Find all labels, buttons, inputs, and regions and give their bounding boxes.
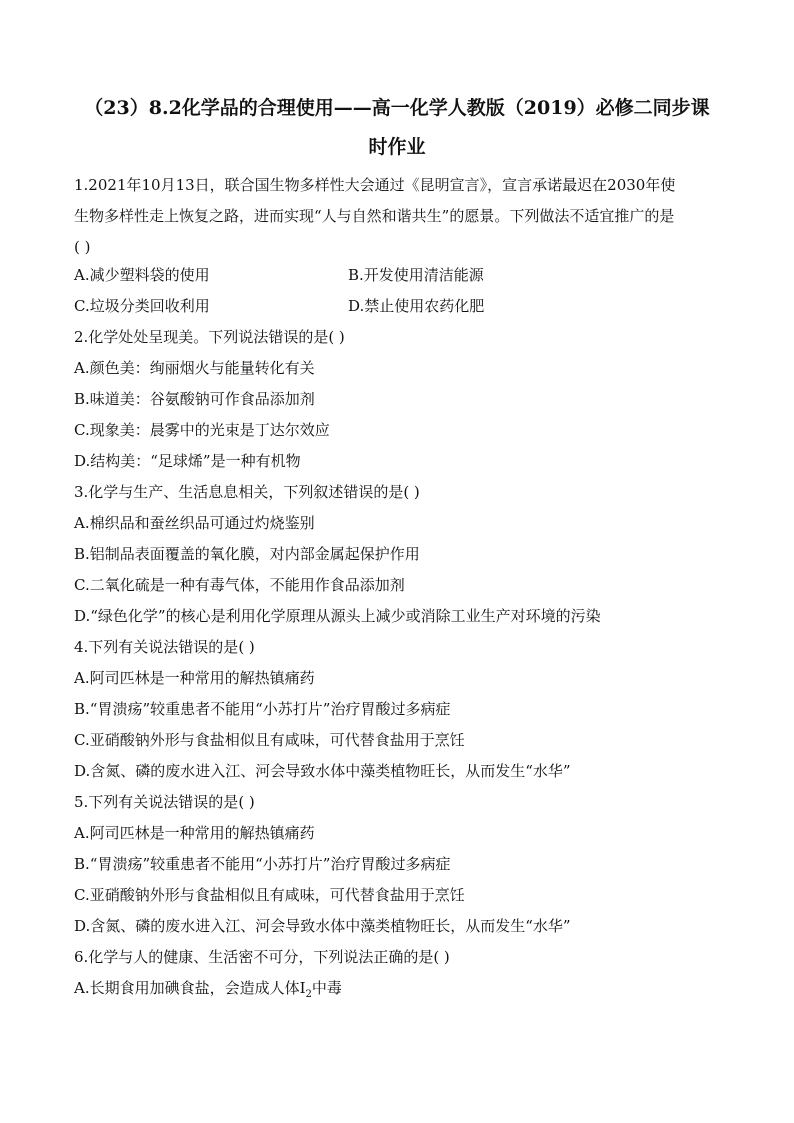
q5-option-b: B.“胃溃疡”较重患者不能用“小苏打片”治疗胃酸过多病症 (74, 855, 451, 873)
q3-option-b: B.铝制品表面覆盖的氧化膜，对内部金属起保护作用 (74, 545, 420, 563)
q1-option-c: C.垃圾分类回收利用 (74, 297, 210, 315)
doc-title-line2: 时作业 (368, 136, 426, 158)
q4-option-a: A.阿司匹林是一种常用的解热镇痛药 (74, 669, 315, 687)
q5-option-c: C.亚硝酸钠外形与食盐相似且有咸味，可代替食盐用于烹饪 (74, 886, 465, 904)
q4-option-b: B.“胃溃疡”较重患者不能用“小苏打片”治疗胃酸过多病症 (74, 700, 451, 718)
q5-option-a: A.阿司匹林是一种常用的解热镇痛药 (74, 824, 315, 842)
q3-option-d: D.“绿色化学”的核心是利用化学原理从源头上减少或消除工业生产对环境的污染 (74, 607, 601, 625)
q1-option-d: D.禁止使用农药化肥 (348, 297, 485, 315)
q3-option-c: C.二氧化硫是一种有毒气体，不能用作食品添加剂 (74, 576, 405, 594)
q1-option-a: A.减少塑料袋的使用 (74, 266, 210, 284)
q6-option-a (74, 979, 342, 1004)
q2-option-a: A.颜色美：绚丽烟火与能量转化有关 (74, 359, 315, 377)
q1-option-b: B.开发使用清洁能源 (348, 266, 484, 284)
q5-option-d: D.含氮、磷的废水进入江、河会导致水体中藻类植物旺长，从而发生“水华” (74, 917, 571, 935)
q1-stem-line2: 生物多样性走上恢复之路，进而实现“人与自然和谐共生”的愿景。下列做法不适宜推广的是 (74, 207, 675, 225)
q2-option-d: D.结构美：“足球烯”是一种有机物 (74, 452, 301, 470)
q6-option-a-subscript: 2 (305, 989, 312, 1000)
q1-stem-line3: ( ) (74, 238, 91, 256)
q3-option-a: A.棉织品和蚕丝织品可通过灼烧鉴别 (74, 514, 315, 532)
q4-option-c: C.亚硝酸钠外形与食盐相似且有咸味，可代替食盐用于烹饪 (74, 731, 465, 749)
q6-stem: 6.化学与人的健康、生活密不可分，下列说法正确的是( ) (74, 948, 450, 966)
q2-option-c: C.现象美：晨雾中的光束是丁达尔效应 (74, 421, 330, 439)
q2-stem: 2.化学处处呈现美。下列说法错误的是( ) (74, 328, 345, 346)
q6-option-a-text: A.长期食用加碘食盐，会造成人体I (74, 979, 306, 997)
q2-option-b: B.味道美：谷氨酸钠可作食品添加剂 (74, 390, 315, 408)
q4-option-d: D.含氮、磷的废水进入江、河会导致水体中藻类植物旺长，从而发生“水华” (74, 762, 571, 780)
q6-option-a-tail: 中毒 (311, 979, 342, 997)
doc-title-line1: （23）8.2化学品的合理使用——高一化学人教版（2019）必修二同步课 (84, 97, 710, 119)
q3-stem: 3.化学与生产、生活息息相关，下列叙述错误的是( ) (74, 483, 420, 501)
q1-stem-line1: 1.2021年10月13日，联合国生物多样性大会通过《昆明宣言》，宣言承诺最迟在2030年使 (74, 176, 676, 194)
q5-stem: 5.下列有关说法错误的是( ) (74, 793, 255, 811)
q4-stem: 4.下列有关说法错误的是( ) (74, 638, 255, 656)
